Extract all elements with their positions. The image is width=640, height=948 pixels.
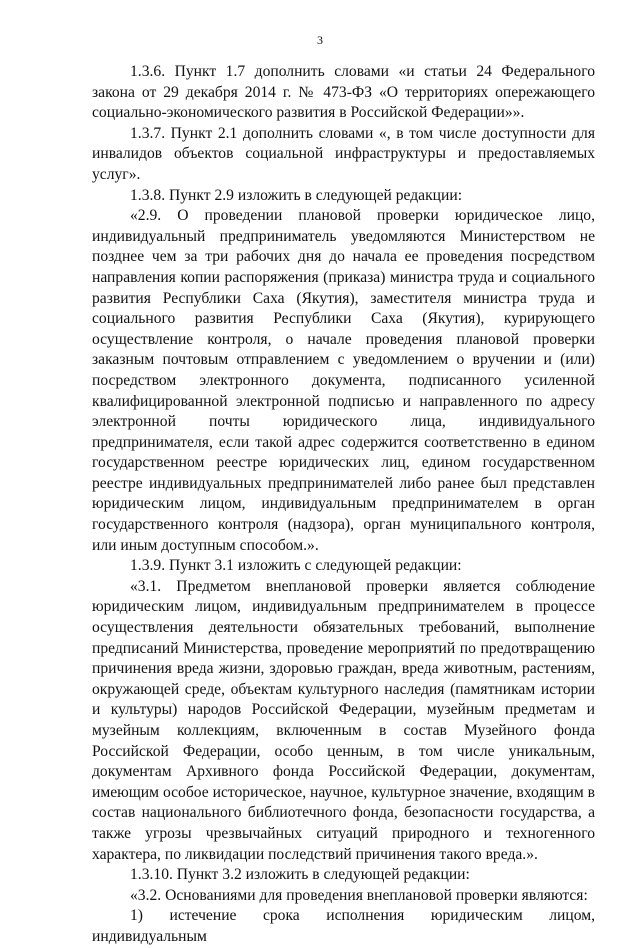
paragraph-1-3-9: 1.3.9. Пункт 3.1 изложить с следующей редакции:: [130, 557, 462, 575]
paragraph-2-9-text: «2.9. О проведении плановой проверки юридическое лицо, индивидуальный предприниматель уведомляются Министерством не позднее чем за три рабочих дня до начала ее проведения посредством направления копии распоряжения (приказа) министра труда и социального развития Республики Саха (Якутия), заместителя министра труда и социального развития Республики Саха (Якутия), курирующего осуществление контроля, о начале проведения плановой проверки заказным почтовым отправлением с уведомлением о вручении и (или) посредством электронного документа, подписанного усиленной квалифицированной электронной подписью и направленного по адресу электронной почты юридического лица, индивидуального предпринимателя, если такой адрес содержится соответственно в едином государственном реестре юридических лиц, едином государственном реестре индивидуальных предпринимателей либо ранее был представлен юридическим лицом, индивидуальным предпринимателем в орган государственного контроля (надзора), орган муниципального контроля, или иным доступным способом.».: [92, 207, 595, 554]
paragraph-1-3-8: 1.3.8. Пункт 2.9 изложить в следующей редакции:: [130, 186, 463, 204]
paragraph-list-item-1: 1) истечение срока исполнения юридическим лицом, индивидуальным: [92, 907, 595, 945]
page-number: 3: [317, 33, 323, 47]
paragraph-1-3-7: 1.3.7. Пункт 2.1 дополнить словами «, в том числе доступности для инвалидов объектов социальной инфраструктуры и предоставляемых услуг».: [92, 124, 595, 183]
paragraph-1-3-10: 1.3.10. Пункт 3.2 изложить в следующей редакции:: [130, 866, 470, 884]
document-body: [92, 62, 595, 948]
paragraph-3-2-text: «3.2. Основаниями для проведения внеплановой проверки являются:: [130, 886, 588, 904]
paragraph-3-1-text: «3.1. Предметом внеплановой проверки является соблюдение юридическим лицом, индивидуальным предпринимателем в процессе осуществления деятельности обязательных требований, выполнение предписаний Министерства, проведение мероприятий по предотвращению причинения вреда жизни, здоровью граждан, вреда животным, растениям, окружающей среде, объектам культурного наследия (памятникам истории и культуры) народов Российской Федерации, музейным предметам и музейным коллекциям, включенным в состав Музейного фонда Российской Федерации, особо ценным, в том числе уникальным, документам Архивного фонда Российской Федерации, документам, имеющим особое историческое, научное, культурное значение, входящим в состав национального библиотечного фонда, безопасности государства, а также угрозы чрезвычайных ситуаций природного и техногенного характера, по ликвидации последствий причинения такого вреда.».: [92, 577, 595, 863]
paragraph-1-3-6: 1.3.6. Пункт 1.7 дополнить словами «и статьи 24 Федерального закона от 29 декабря 2014 г. № 473-ФЗ «О территориях опережающего социально-экономического развития в Российской Федерации»».: [92, 63, 595, 122]
